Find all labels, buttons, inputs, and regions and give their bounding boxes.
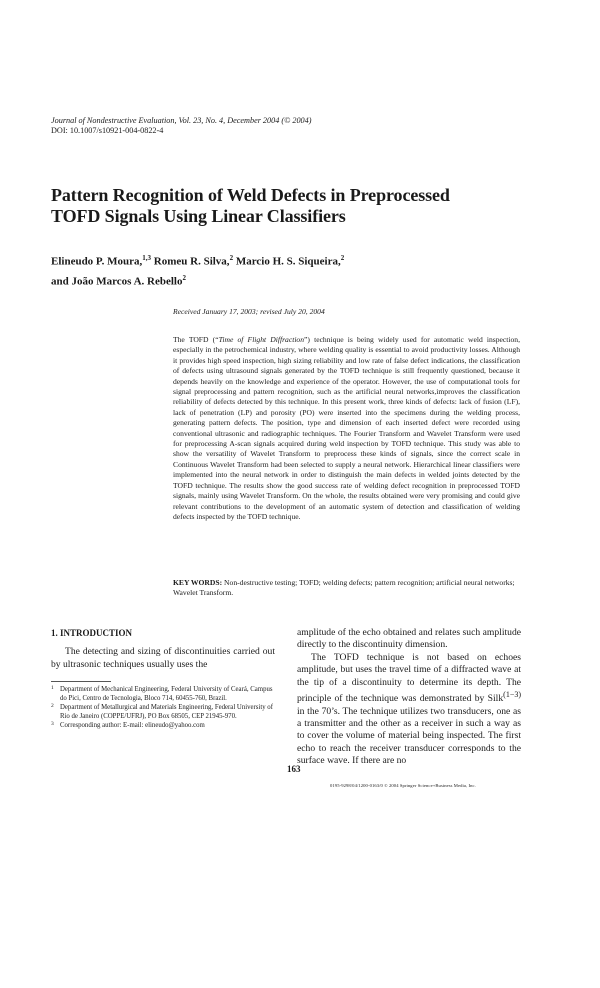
author-list [51,250,451,289]
title-line-1: Pattern Recognition of Weld Defects in Preprocessed [51,185,450,205]
footnote: 1 Department of Mechanical Engineering, Federal University of Ceará, Campus do Pici, Centro de Tecnologia, Bloco 714, 60455-760, Brazil. [51,685,273,702]
citation-ref: (1−3) [503,690,521,700]
doi[interactable]: DOI: 10.1007/s10921-004-0822-4 [51,126,164,135]
footnotes [51,686,275,731]
author-name: Elineudo P. Moura, [51,255,143,268]
author-name: Marcio H. S. Siqueira, [233,255,341,268]
footnote-divider [51,681,111,682]
body-paragraph: The TOFD technique is not based on echoes amplitude, but uses the travel time of a diffracted wave at the tip of a discontinuity to determine its depth. The principle of the technique was demonstrated by Silk$^{(1-3)}$ in the 70’s. The technique utilizes two transducers, one as a transmitter and the other as a receiver in such a way as to cover the volume of material being inspected. The first echo to reach the receiver transducer corresponds to the surface wave. If there are no [297,651,521,767]
journal-citation: Journal of Nondestructive Evaluation, Vol. 23, No. 4, December 2004 (© 2004) [51,116,312,125]
abstract: The TOFD (“Time of Flight Diffraction”) technique is being widely used for automatic weld inspection, especially in the petrochemical industry, where welding quality is essential to avoid productivity losses. Although it provides high speed inspection, high sizing reliability and low rate of false defect indications, the classification of defects using ultrasound signals generated by the TOFD technique is still frequently questioned, because it depends heavily on the knowledge and experience of the operator. However, the use of computational tools for signal preprocessing and pattern recognition, such as the artificial neural networks,improves the classification reliability of defects detected by this technique. In this present work, three kinds of defects: lack of fusion (LF), lack of penetration (LP) and porosity (PO) were inserted into the specimens during the welding process, generating pattern defects. The position, type and dimension of each inserted defect were recorded using conventional ultrasonic and radiographic techniques. The Fourier Transform and Wavelet Transform were used for preprocessing A-scan signals acquired during weld inspection by TOFD technique. This study was able to show the versatility of Wavelet Transform to preprocess these kinds of signals, since the correct scale in Continuous Wavelet Transform had been selected to supply a neural network. Hierarchical linear classifiers were implemented into the neural network in order to distinguish the main defects in welded joints detected by the TOFD technique. The results show the good success rate of welding defect recognition in preprocessed TOFD signals, mainly using Wavelet Transform. On the whole, the results obtained were very promising and could give relevant contributions to the development of an automatic system of detection and classification of welding defects inspected by the TOFD technique. [173,335,521,521]
body-left-column: The detecting and sizing of discontinuities carried out by ultrasonic techniques usually uses the [51,646,275,670]
page-number: 163 [287,764,301,774]
affiliation-mark: 2 [340,254,345,262]
title-line-2: TOFD Signals Using Linear Classifiers [51,206,346,226]
author-name: Romeu R. Silva, [151,255,230,268]
keywords [173,578,520,598]
received-dates: Received January 17, 2003; revised July 20, 2004 [173,307,325,316]
footnote[interactable]: 3 Corresponding author: E-mail: elineudo@yahoo.com [51,720,205,729]
keywords-text: Non-destructive testing; TOFD; welding defects; pattern recognition; artificial neural networks; Wavelet Transform. [173,578,515,597]
abstract-italic-term: Time of Flight Diffraction [218,335,305,344]
affiliation-mark: 2 [182,273,186,282]
keywords-label: KEY WORDS: [173,578,223,587]
body-paragraph: amplitude of the echo obtained and relates such amplitude directly to the discontinuity dimension. [297,627,521,651]
footnote: 2 Department of Metallurgical and Materials Engineering, Federal University of Rio de Janeiro (COPPE/UFRJ), PO Box 68505, CEP 21945-970. [51,702,273,720]
affiliation-mark: 2 [229,254,234,262]
body-right-column [297,627,521,768]
author-name: and João Marcos A. Rebello [51,275,183,288]
paper-title [51,185,521,227]
section-heading: 1. INTRODUCTION [51,628,133,638]
affiliation-mark: 1,3 [142,254,152,262]
copyright-line: 0195-9298/04/1200-0163/0 © 2004 Springer Science+Business Media, Inc. [330,783,476,788]
